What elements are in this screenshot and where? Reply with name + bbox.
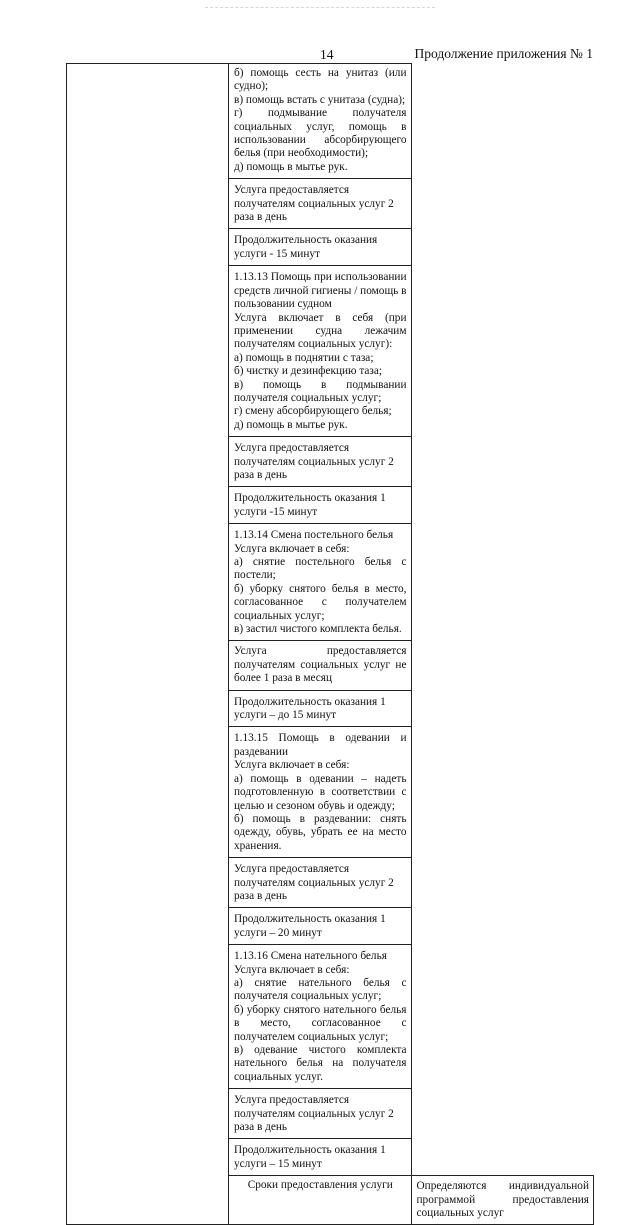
list-item: б) помощь в раздевании: снять одежду, обувь, убрать ее на место хранения. — [234, 812, 407, 852]
list-item: б) уборку снятого белья в место, согласованное с получателем социальных услуг; — [234, 582, 407, 622]
scan-artifact-line — [205, 7, 435, 8]
services-table — [66, 63, 594, 1225]
s1315-duration: Продолжительность оказания 1 услуги – 20 минут — [229, 908, 412, 945]
service-title: 1.13.14 Смена постельного белья — [234, 529, 394, 542]
list-item: д) помощь в мытье рук. — [234, 160, 348, 173]
list-item: а) помощь в одевании – надеть подготовленную в соответствии с целью и сезоном обувь и одежду; — [234, 772, 407, 812]
service-intro: Услуга включает в себя: — [234, 963, 350, 976]
list-item: г) смену абсорбирующего белья; — [234, 405, 392, 418]
s1316-duration: Продолжительность оказания 1 услуги – 15 минут — [229, 1139, 412, 1176]
list-item: а) снятие нательного белья с получателя социальных услуг; — [234, 976, 407, 1003]
s1313-duration: Продолжительность оказания 1 услуги -15 минут — [229, 487, 412, 524]
terms-label: Сроки предоставления услуги — [229, 1176, 412, 1225]
list-item: д) помощь в мытье рук. — [234, 418, 348, 431]
service-intro: Услуга включает в себя: — [234, 759, 350, 772]
page-number: 14 — [320, 47, 334, 62]
list-item: в) одевание чистого комплекта нательного белья на получателя социальных услуг. — [234, 1044, 407, 1083]
list-item: в) помощь в подмывании получателя социальных услуг; — [234, 378, 407, 404]
list-item: а) помощь в поднятии с таза; — [234, 351, 374, 364]
service-title: 1.13.15 Помощь в одевании и раздевании — [234, 732, 407, 758]
first-frequency: Услуга предоставляется получателям социальных услуг 2 раза в день — [229, 179, 412, 229]
list-item: б) уборку снятого нательного белья в место, согласованное с получателем социальных услуг; — [234, 1003, 407, 1043]
s1316-frequency: Услуга предоставляется получателям социальных услуг 2 раза в день — [229, 1089, 412, 1139]
service-title: 1.13.16 Смена нательного белья — [234, 950, 387, 963]
service-intro: Услуга включает в себя: — [234, 542, 350, 555]
list-item: в) застил чистого комплекта белья. — [234, 623, 402, 636]
service-1-13-15 — [229, 727, 412, 858]
s1315-frequency: Услуга предоставляется получателям социальных услуг 2 раза в день — [229, 858, 412, 908]
list-item: б) чистку и дезинфекцию таза; — [234, 365, 383, 378]
service-1-13-13 — [229, 266, 412, 437]
s1314-frequency: Услуга предоставляется получателям социальных услуг не более 1 раза в месяц — [229, 641, 412, 690]
s1314-duration: Продолжительность оказания 1 услуги – до 15 минут — [229, 690, 412, 727]
s1313-frequency: Услуга предоставляется получателям социальных услуг 2 раза в день — [229, 437, 412, 487]
first-service-items — [229, 64, 412, 179]
first-duration: Продолжительность оказания услуги - 15 минут — [229, 229, 412, 266]
left-column-empty — [67, 64, 229, 1225]
service-1-13-16 — [229, 945, 412, 1089]
list-item: б) помощь сесть на унитаз (или судно); — [234, 67, 407, 93]
continuation-header: Продолжение приложения № 1 — [414, 46, 593, 61]
service-1-13-14 — [229, 524, 412, 641]
service-title: 1.13.13 Помощь при использовании средств личной гигиены / помощь в пользовании судном — [234, 271, 407, 311]
terms-value: Определяются индивидуальной программой предоставления социальных услуг — [411, 1176, 594, 1225]
service-intro: Услуга включает в себя (при применении судна лежачим получателям социальных услуг): — [234, 311, 407, 351]
list-item: а) снятие постельного белья с постели; — [234, 556, 407, 582]
list-item: в) помощь встать с унитаза (судна); — [234, 93, 406, 106]
list-item: г) подмывание получателя социальных услуг, помощь в использовании абсорбирующего белья (при необходимости); — [234, 107, 407, 160]
